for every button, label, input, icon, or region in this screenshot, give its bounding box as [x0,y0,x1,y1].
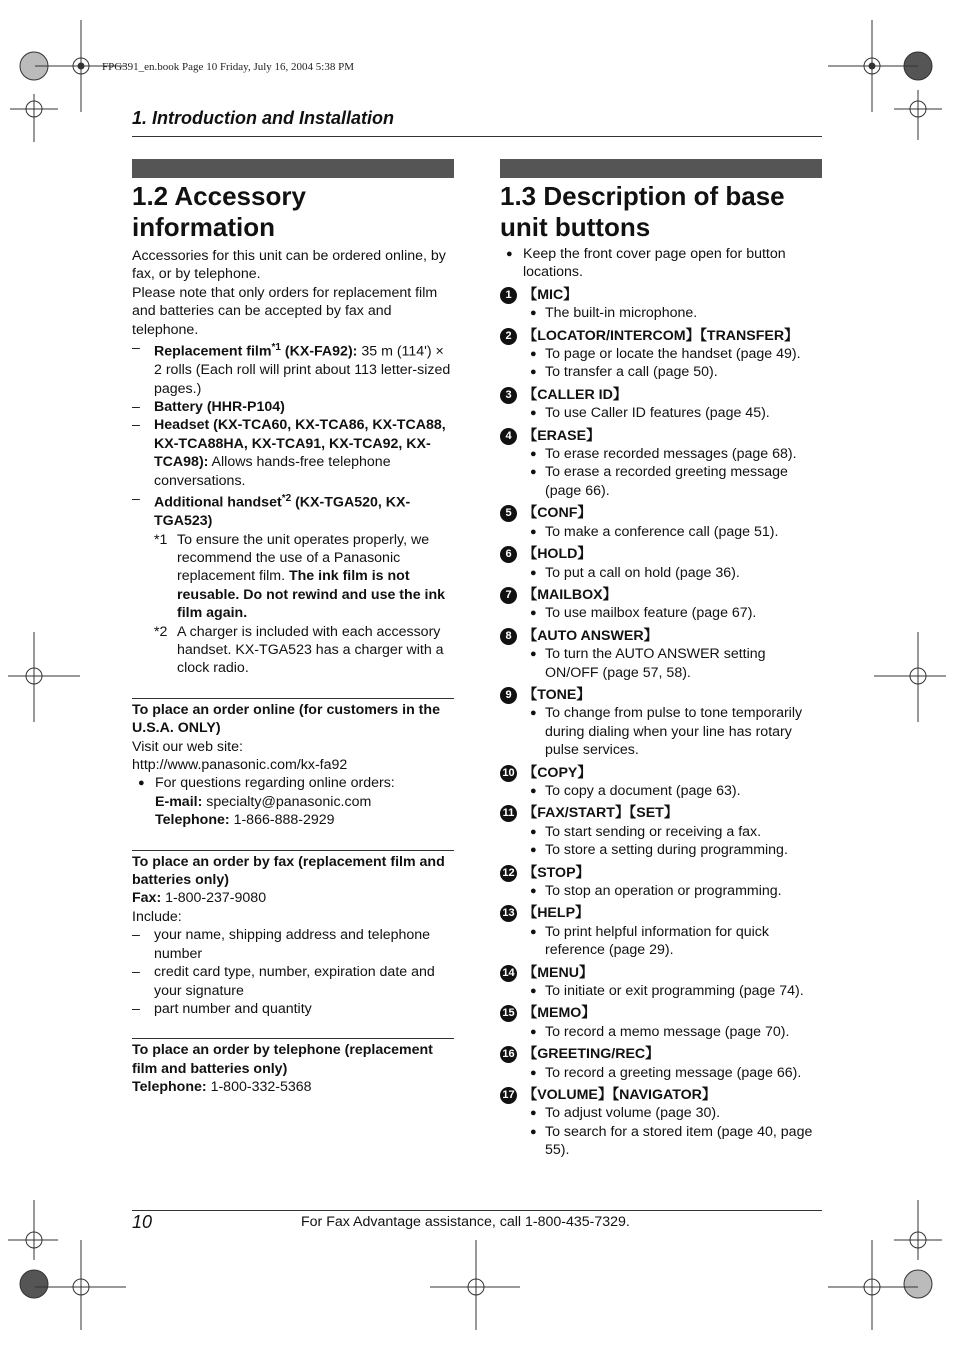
button-description: ● To record a greeting message (page 66). [530,1064,802,1081]
button-description: ● To store a setting during programming. [530,842,788,859]
accessory-item: – Additional handset$^{*2}$ (KX-TGA520, KX-TGA523) [132,491,411,530]
button-description: ● To put a call on hold (page 36). [530,564,740,581]
button-key-label: 【MENU】 [523,964,594,981]
order-online-heading: To place an order online (for customers in the U.S.A. ONLY) [132,701,440,737]
number-badge: 11 [500,805,517,822]
button-key-label: 【HOLD】 [523,546,592,563]
button-description: ● To use Caller ID features (page 45). [530,405,770,422]
number-badge: 4 [500,428,517,445]
chapter-title: 1. Introduction and Installation [132,108,395,128]
button-description: ● To search for a stored item (page 40, page 55). [530,1123,813,1159]
button-key-label: 【MAILBOX】 [523,586,617,603]
button-key-label: 【STOP】 [523,864,590,881]
button-entry [500,1086,822,1104]
number-badge: 16 [500,1046,517,1063]
include-item: – your name, shipping address and telephone number [132,927,431,962]
button-description: ● To stop an operation or programming. [530,883,782,899]
fax-number: Fax: 1-800-237-9080 [132,890,267,907]
intro-paragraph: Accessories for this unit can be ordered online, by fax, or by telephone. [132,248,446,283]
button-description: ● To record a memo message (page 70). [530,1023,790,1040]
number-badge: 14 [500,965,517,982]
number-badge: 6 [500,546,517,563]
number-badge: 8 [500,628,517,645]
button-description: ● To start sending or receiving a fax. [530,823,762,840]
intro-bullet: ● Keep the front cover page open for button locations. [506,246,786,281]
number-badge: 2 [500,328,517,345]
number-badge: 17 [500,1087,517,1104]
online-bullet: ● For questions regarding online orders: E-mail: specialty@panasonic.com Telephone: 1-866-888-2929 [138,775,395,829]
footnote: *1 To ensure the unit operates properly, we recommend the use of a Panasonic replacement film. The ink film is not reusable. Do not rewind and use the ink film again. [154,531,446,622]
button-key-label: 【VOLUME】【NAVIGATOR】 [523,1087,717,1104]
accessory-item: – Replacement film$^{*1}$ (KX-FA92): 35 m (114') × 2 rolls (Each roll will print about 113 letter-sized pages.) [132,340,451,397]
include-label: Include: [132,908,182,925]
online-url: http://www.panasonic.com/kx-fa92 [132,757,348,774]
accessory-item: – Headset (KX-TCA60, KX-TCA86, KX-TCA88, KX-TCA88HA, KX-TCA91, KX-TCA92, KX-TCA98): Allows hands-free telephone conversations. [132,417,446,489]
button-key-label: 【MIC】 [523,286,578,303]
button-description: ● To initiate or exit programming (page 74). [530,983,804,1000]
button-entry [500,427,822,445]
button-description: ● To page or locate the handset (page 49). [530,346,801,363]
button-description: ● To erase a recorded greeting message (page 66). [530,464,788,499]
button-description: ● To transfer a call (page 50). [530,364,718,381]
button-entry [500,586,822,604]
footer-rule [132,1210,822,1211]
number-badge: 7 [500,587,517,604]
section-rule [132,850,454,851]
button-entry [500,504,822,522]
section-bar [132,159,454,178]
online-text: Visit our web site: [132,738,243,755]
number-badge: 12 [500,865,517,882]
button-entry [500,764,822,782]
order-fax-heading: To place an order by fax (replacement film and batteries only) [132,853,445,889]
button-description: ● To print helpful information for quick reference (page 29). [530,923,769,959]
number-badge: 1 [500,287,517,304]
right-column [500,181,822,1160]
number-badge: 3 [500,387,517,404]
number-badge: 15 [500,1005,517,1022]
button-description: ● To make a conference call (page 51). [530,523,779,540]
button-description: ● To erase recorded messages (page 68). [530,446,797,463]
button-description: ● To adjust volume (page 30). [530,1105,721,1122]
button-description: ● To copy a document (page 63). [530,782,741,799]
number-badge: 10 [500,765,517,782]
button-key-label: 【FAX/START】【SET】 [523,805,679,822]
button-key-label: 【LOCATOR/INTERCOM】【TRANSFER】 [523,327,799,344]
button-key-label: 【CALLER ID】 [523,386,628,403]
section-bar [500,159,822,178]
section-title: 1.2 Accessory information [132,181,306,242]
page-number: 10 [132,1212,153,1232]
button-list [500,286,822,1160]
button-description: ● The built-in microphone. [530,305,698,322]
button-entry [500,964,822,982]
header-rule [132,136,822,137]
section-title: 1.3 Description of base unit buttons [500,181,785,242]
button-entry [500,864,822,882]
button-key-label: 【GREETING/REC】 [523,1046,660,1063]
number-badge: 5 [500,505,517,522]
button-description: ● To change from pulse to tone temporarily during dialing when your line has rotary pulse services. [530,705,803,759]
button-description: ● To use mailbox feature (page 67). [530,605,757,622]
phone-number: Telephone: 1-800-332-5368 [132,1079,312,1096]
section-rule [132,1038,454,1039]
button-key-label: 【COPY】 [523,764,592,781]
footer-text: For Fax Advantage assistance, call 1-800-435-7329. [301,1214,630,1230]
button-entry [500,545,822,563]
button-entry [500,627,822,645]
button-key-label: 【HELP】 [523,905,590,922]
footnote: *2 A charger is included with each accessory handset. KX-TGA523 has a charger with a clock radio. [154,623,444,677]
include-item: – credit card type, number, expiration date and your signature [132,964,435,999]
left-column [132,181,454,1097]
button-key-label: 【ERASE】 [523,427,601,444]
button-entry [500,286,822,304]
accessory-item: – Battery (HHR-P104) [132,398,285,415]
number-badge: 9 [500,687,517,704]
button-key-label: 【MEMO】 [523,1005,596,1022]
section-rule [132,698,454,699]
button-entry [500,904,822,922]
number-badge: 13 [500,905,517,922]
button-entry [500,1004,822,1022]
button-entry [500,804,822,822]
button-key-label: 【AUTO ANSWER】 [523,627,658,644]
button-entry [500,1045,822,1063]
print-stamp: FPG391_en.book Page 10 Friday, July 16, 2004 5:38 PM [102,61,354,73]
button-entry [500,386,822,404]
button-key-label: 【CONF】 [523,505,592,522]
order-phone-heading: To place an order by telephone (replacement film and batteries only) [132,1042,433,1077]
button-description: ● To turn the AUTO ANSWER setting ON/OFF (page 57, 58). [530,646,766,681]
intro-paragraph: Please note that only orders for replacement film and batteries can be accepted by fax and telephone. [132,284,438,338]
button-key-label: 【TONE】 [523,686,591,703]
button-entry [500,686,822,704]
button-entry [500,327,822,345]
include-item: – part number and quantity [132,1000,312,1017]
